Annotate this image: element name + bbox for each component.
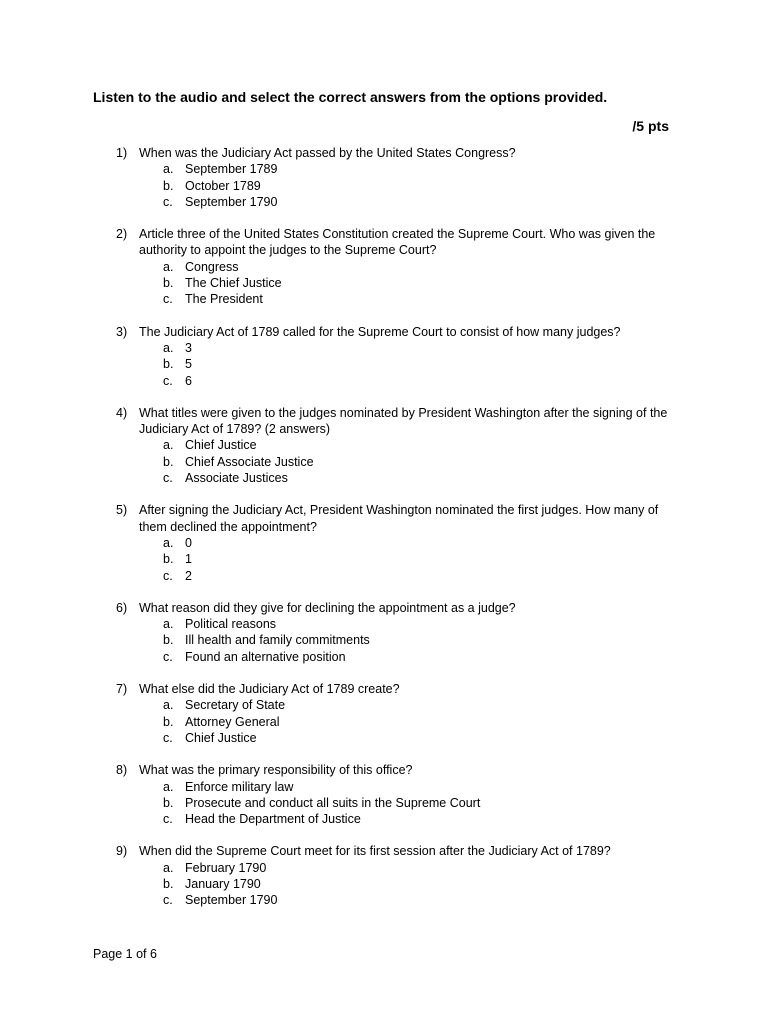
option-text: Associate Justices	[185, 471, 288, 486]
answer-option[interactable]	[0, 470, 768, 486]
option-letter: a.	[163, 617, 174, 632]
answer-option[interactable]	[0, 697, 768, 713]
answer-option[interactable]	[0, 811, 768, 827]
option-letter: c.	[163, 292, 173, 307]
option-letter: c.	[163, 649, 173, 664]
question-text: What else did the Judiciary Act of 1789 create?	[139, 682, 400, 697]
option-letter: b.	[163, 178, 174, 193]
option-list	[0, 535, 768, 584]
option-list	[0, 259, 768, 308]
option-letter: b.	[163, 276, 174, 291]
option-letter: b.	[163, 876, 174, 891]
question-9	[0, 843, 768, 908]
option-text: 1	[185, 552, 192, 567]
option-text: Chief Justice	[185, 730, 257, 745]
question-5	[0, 502, 768, 583]
option-letter: b.	[163, 454, 174, 469]
answer-option[interactable]	[0, 632, 768, 648]
answer-option[interactable]	[0, 876, 768, 892]
question-number: 5)	[116, 503, 128, 518]
answer-option[interactable]	[0, 649, 768, 665]
option-letter: b.	[163, 633, 174, 648]
option-letter: a.	[163, 259, 174, 274]
option-text: Congress	[185, 259, 239, 274]
answer-option[interactable]	[0, 730, 768, 746]
answer-option[interactable]	[0, 779, 768, 795]
option-letter: a.	[163, 340, 174, 355]
question-7	[0, 681, 768, 746]
option-text: Attorney General	[185, 714, 280, 729]
answer-option[interactable]	[0, 259, 768, 275]
question-number: 2)	[116, 227, 128, 242]
question-2	[0, 226, 768, 307]
answer-option[interactable]	[0, 616, 768, 632]
question-number: 7)	[116, 682, 128, 697]
answer-option[interactable]	[0, 795, 768, 811]
option-letter: c.	[163, 471, 173, 486]
option-letter: a.	[163, 438, 174, 453]
answer-option[interactable]	[0, 535, 768, 551]
option-text: September 1790	[185, 194, 278, 209]
option-text: 0	[185, 535, 192, 550]
answer-option[interactable]	[0, 568, 768, 584]
option-letter: a.	[163, 162, 174, 177]
option-list	[0, 616, 768, 665]
answer-option[interactable]	[0, 373, 768, 389]
answer-option[interactable]	[0, 714, 768, 730]
option-text: 6	[185, 373, 192, 388]
option-letter: c.	[163, 812, 173, 827]
points-total: /5 pts	[632, 118, 669, 134]
option-list	[0, 437, 768, 486]
question-text: When did the Supreme Court meet for its first session after the Judiciary Act of 1789?	[139, 844, 611, 859]
option-letter: c.	[163, 568, 173, 583]
option-text: The President	[185, 292, 263, 307]
option-text: 3	[185, 340, 192, 355]
question-number: 1)	[116, 146, 128, 160]
option-text: Chief Associate Justice	[185, 454, 314, 469]
answer-option[interactable]	[0, 194, 768, 210]
page-footer: Page 1 of 6	[93, 947, 157, 961]
answer-option[interactable]	[0, 437, 768, 453]
option-text: Secretary of State	[185, 698, 286, 713]
instructions-heading: Listen to the audio and select the correct answers from the options provided.	[93, 89, 608, 105]
option-text: February 1790	[185, 860, 267, 875]
option-letter: c.	[163, 373, 173, 388]
option-letter: a.	[163, 779, 174, 794]
option-text: 2	[185, 568, 192, 583]
option-list	[0, 161, 768, 210]
option-text: Prosecute and conduct all suits in the Supreme Court	[185, 795, 481, 810]
option-list	[0, 697, 768, 746]
answer-option[interactable]	[0, 551, 768, 567]
answer-option[interactable]	[0, 161, 768, 177]
question-text: What was the primary responsibility of this office?	[139, 763, 413, 778]
option-letter: c.	[163, 194, 173, 209]
option-text: September 1790	[185, 893, 278, 908]
question-list	[0, 145, 768, 925]
option-text: Enforce military law	[185, 779, 294, 794]
question-6	[0, 600, 768, 665]
answer-option[interactable]	[0, 275, 768, 291]
answer-option[interactable]	[0, 178, 768, 194]
question-text: What reason did they give for declining the appointment as a judge?	[139, 600, 516, 615]
question-text: When was the Judiciary Act passed by the United States Congress?	[139, 146, 516, 160]
answer-option[interactable]	[0, 291, 768, 307]
option-list	[0, 779, 768, 828]
option-text: 5	[185, 357, 192, 372]
option-text: Political reasons	[185, 617, 277, 632]
option-text: Ill health and family commitments	[185, 633, 370, 648]
answer-option[interactable]	[0, 356, 768, 372]
option-text: October 1789	[185, 178, 261, 193]
question-3	[0, 324, 768, 389]
question-8	[0, 762, 768, 827]
question-text: What titles were given to the judges nominated by President Washington after the signing of the Judiciary Act of 1789? (2 answers)	[139, 405, 668, 437]
option-letter: c.	[163, 730, 173, 745]
option-text: The Chief Justice	[185, 276, 282, 291]
option-letter: b.	[163, 357, 174, 372]
answer-option[interactable]	[0, 454, 768, 470]
option-text: Found an alternative position	[185, 649, 346, 664]
question-number: 9)	[116, 844, 128, 859]
option-letter: b.	[163, 795, 174, 810]
answer-option[interactable]	[0, 892, 768, 908]
question-text: After signing the Judiciary Act, President Washington nominated the first judges. How many of them declined the appointment?	[139, 503, 659, 534]
question-4	[0, 405, 768, 486]
option-text: Chief Justice	[185, 438, 257, 453]
option-text: September 1789	[185, 162, 278, 177]
option-list	[0, 860, 768, 909]
option-letter: b.	[163, 714, 174, 729]
option-list	[0, 340, 768, 389]
option-letter: a.	[163, 535, 174, 550]
option-letter: a.	[163, 698, 174, 713]
question-text: Article three of the United States Constitution created the Supreme Court. Who was given the authority to appoint the judges to the Supreme Court?	[139, 227, 656, 258]
question-number: 6)	[116, 600, 128, 615]
option-letter: a.	[163, 860, 174, 875]
question-number: 4)	[116, 405, 128, 420]
option-letter: c.	[163, 893, 173, 908]
option-letter: b.	[163, 552, 174, 567]
answer-option[interactable]	[0, 340, 768, 356]
option-text: Head the Department of Justice	[185, 812, 361, 827]
question-number: 3)	[116, 324, 128, 339]
question-number: 8)	[116, 763, 128, 778]
question-1	[0, 145, 768, 210]
question-text: The Judiciary Act of 1789 called for the Supreme Court to consist of how many judges?	[139, 324, 621, 339]
answer-option[interactable]	[0, 860, 768, 876]
option-text: January 1790	[185, 876, 261, 891]
